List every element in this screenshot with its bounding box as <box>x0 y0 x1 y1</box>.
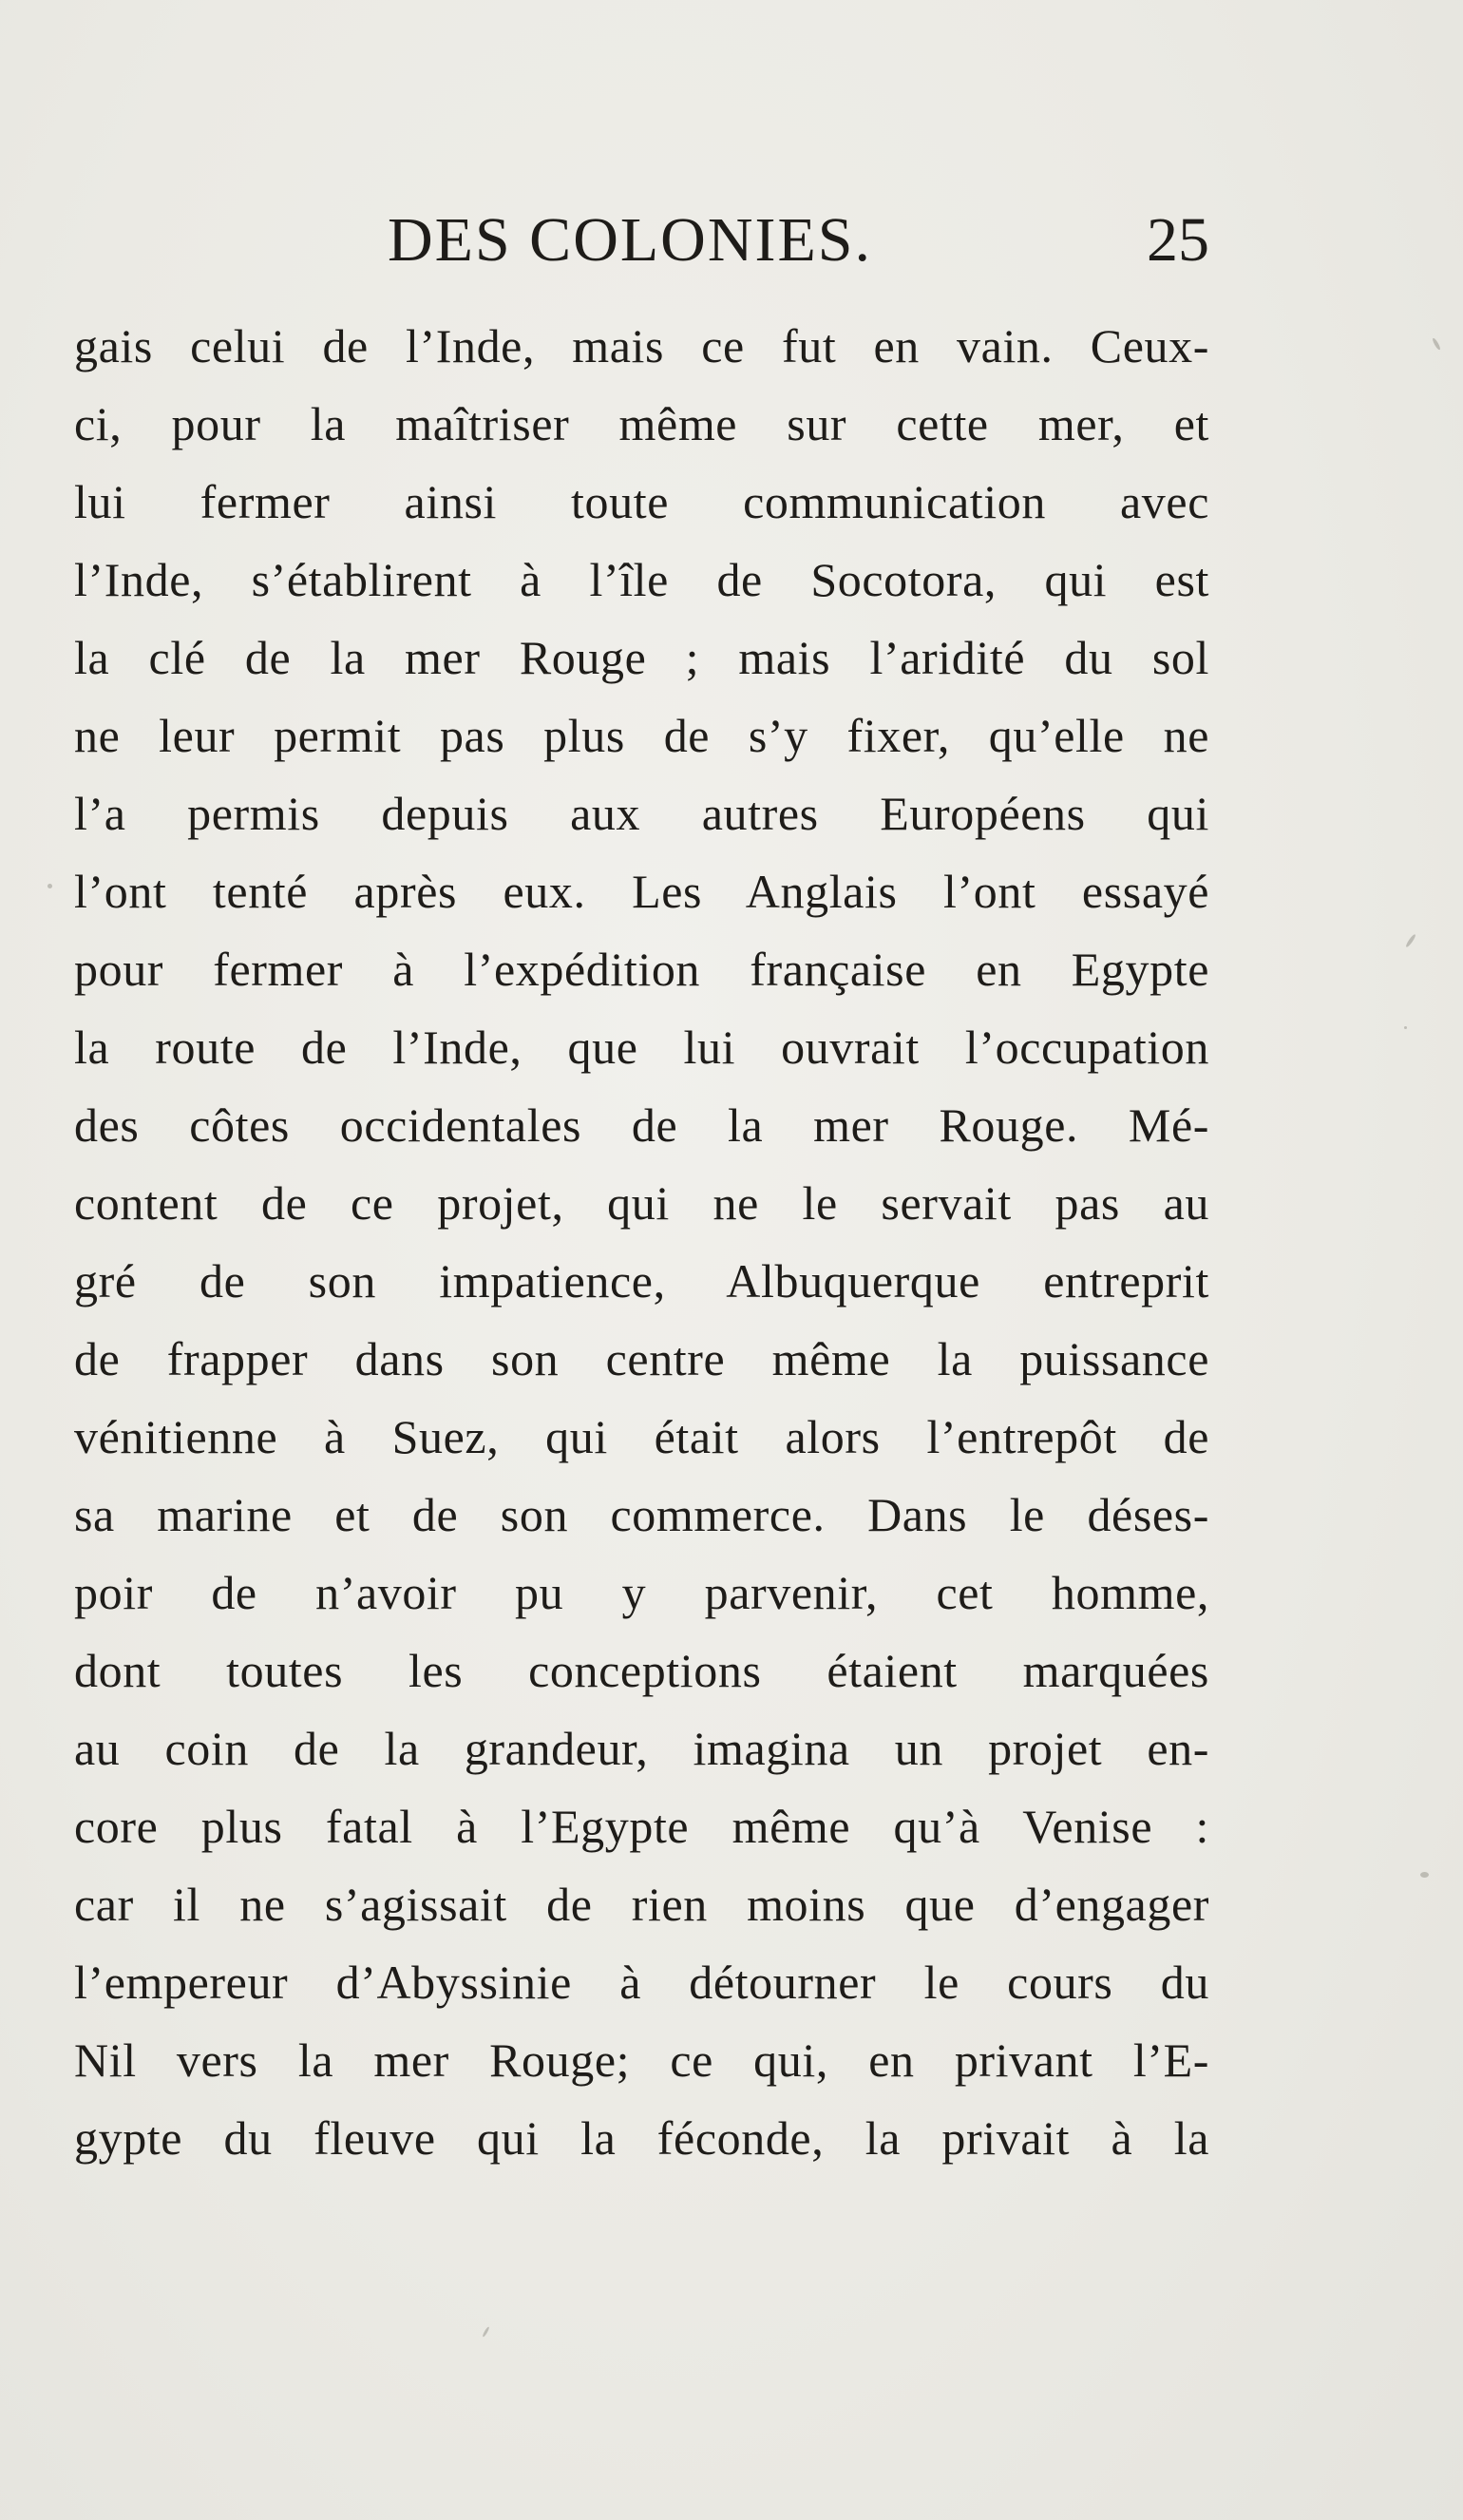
text-line: pour fermer à l’expédition française en Egypte <box>74 943 1209 996</box>
text-line: car il ne s’agissait de rien moins que d’engager <box>74 1878 1209 1931</box>
text-line: gypte du fleuve qui la féconde, la privait à la <box>74 2111 1209 2165</box>
text-line: ci, pour la maîtriser même sur cette mer, et <box>74 397 1209 450</box>
text-line: content de ce projet, qui ne le servait pas au <box>74 1176 1209 1230</box>
text-line: l’Inde, s’établirent à l’île de Socotora, qui est <box>74 553 1209 606</box>
text-line: l’ont tenté après eux. Les Anglais l’ont essayé <box>74 865 1209 918</box>
text-line: Nil vers la mer Rouge; ce qui, en privant l’E- <box>74 2033 1209 2087</box>
paper-speck <box>1405 933 1416 947</box>
text-line: sa marine et de son commerce. Dans le déses- <box>74 1488 1209 1541</box>
text-line: l’empereur d’Abyssinie à détourner le cours du <box>74 1956 1209 2009</box>
text-line: la clé de la mer Rouge ; mais l’aridité du sol <box>74 631 1209 684</box>
body-text <box>74 307 1209 2177</box>
text-line: de frapper dans son centre même la puissance <box>74 1332 1209 1385</box>
paper-speck <box>48 884 52 888</box>
paper-speck <box>482 2326 490 2338</box>
text-line: dont toutes les conceptions étaient marquées <box>74 1644 1209 1697</box>
text-line: ne leur permit pas plus de s’y fixer, qu’elle ne <box>74 709 1209 762</box>
paper-speck <box>1432 337 1441 351</box>
text-line: l’a permis depuis aux autres Européens qui <box>74 787 1209 840</box>
text-line: core plus fatal à l’Egypte même qu’à Venise : <box>74 1800 1209 1853</box>
text-line: lui fermer ainsi toute communication avec <box>74 475 1209 528</box>
text-line: des côtes occidentales de la mer Rouge. Mé- <box>74 1098 1209 1152</box>
text-line: vénitienne à Suez, qui était alors l’entrepôt de <box>74 1410 1209 1463</box>
text-line: la route de l’Inde, que lui ouvrait l’occupation <box>74 1021 1209 1074</box>
running-head <box>74 198 1209 283</box>
text-line: au coin de la grandeur, imagina un projet en- <box>74 1722 1209 1775</box>
text-line: poir de n’avoir pu y parvenir, cet homme, <box>74 1566 1209 1619</box>
text-line: gais celui de l’Inde, mais ce fut en vain. Ceux- <box>74 319 1209 372</box>
paper-speck <box>1420 1872 1429 1878</box>
text-line: gré de son impatience, Albuquerque entreprit <box>74 1254 1209 1308</box>
running-title: DES COLONIES. <box>388 205 873 275</box>
paper-speck <box>1404 1026 1407 1029</box>
page-number: 25 <box>1147 205 1209 275</box>
